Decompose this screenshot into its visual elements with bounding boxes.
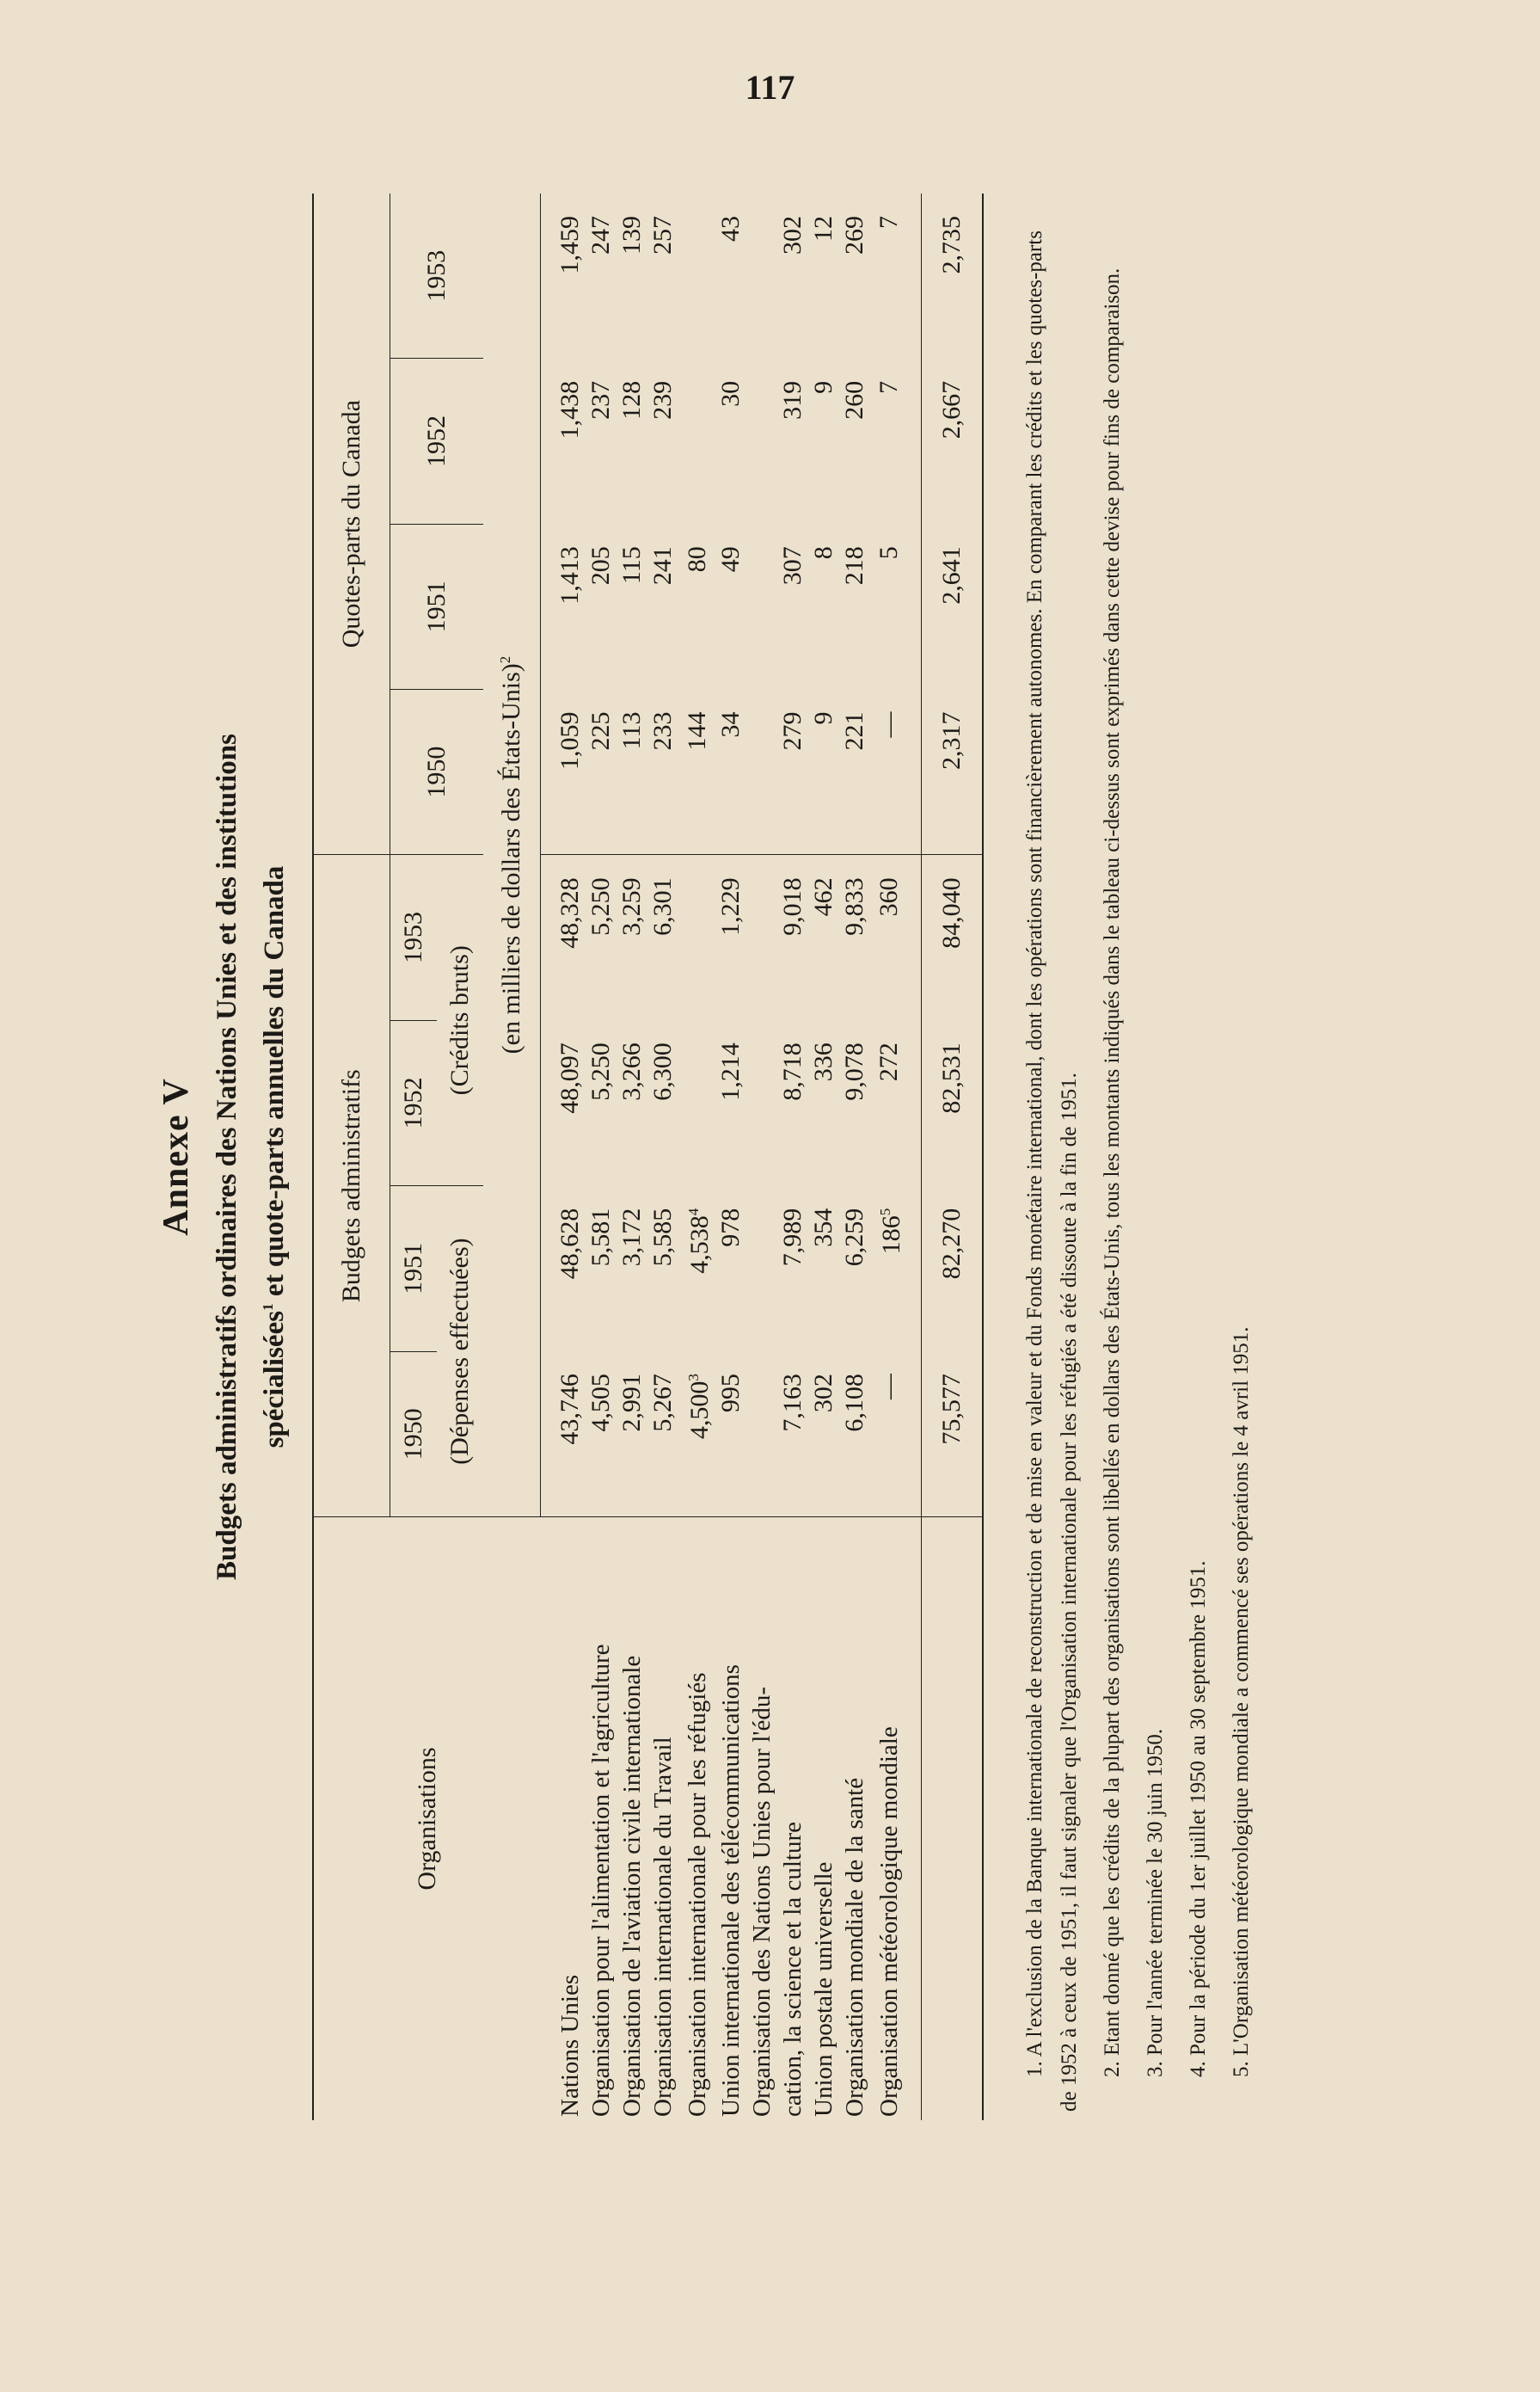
cell-q1953 [715,194,746,359]
table-row [870,194,922,2120]
cell-value: 237 [586,380,615,420]
cell-value: 279 [778,711,807,751]
cell-b1952 [647,1020,678,1185]
cell-b1950 [808,1351,839,1516]
period-depenses: (Dépenses effectuées) [437,1186,483,1517]
organisation-name: Organisation internationale pour les réfugiés [678,1517,715,2120]
page-number: 117 [745,68,795,107]
cell-b1951 [617,1186,647,1351]
cell-value: 144 [682,711,711,751]
footnote-ref: 3 [685,1374,702,1381]
cell-b1951 [678,1186,715,1351]
cell-q1953 [808,194,839,359]
cell-value: 5,250 [586,877,615,936]
cell-value: 239 [648,380,677,420]
cell-value: 48,628 [555,1208,584,1280]
cell-value: 4,505 [586,1374,615,1432]
cell-b1952 [678,1020,715,1185]
cell-value: 6,301 [648,877,677,936]
cell-q1951 [777,524,808,689]
footnote-2: 2. Etant donné que les crédits de la plupart des organisations sont libellés en dollars des États-Unis, tous les montants indiqués dans le tableau ci-dessus sont exprimés dans cette devise pour fins de comparaison. [1101,267,1124,2077]
cell-q1950 [777,690,808,855]
cell-b1953 [541,855,586,1020]
cell-q1952 [839,359,870,524]
cell-q1950 [678,690,715,855]
cell-value: 48,328 [555,877,584,949]
organisation-name: Union postale universelle [808,1517,839,2120]
table-row [715,194,746,2120]
cell-b1953 [870,855,922,1020]
cell-b1951 [777,1186,808,1351]
table-title-line-1: Budgets administratifs ordinaires des Nations Unies et des institutions [212,734,242,1580]
table-row [541,194,586,2120]
footnote-ref: 4 [685,1208,702,1216]
column-group-budgets: Budgets administratifs [314,855,390,1517]
table-row [808,194,839,2120]
footnotes [1018,194,1259,2120]
total-q1951: 2,641 [922,524,983,689]
cell-b1952 [715,1020,746,1185]
column-header-organisations: Organisations [314,1517,541,2120]
cell-value: 1,459 [555,216,584,274]
column-group-quotes: Quotes-parts du Canada [314,194,390,855]
table-body [541,194,983,2120]
cell-b1950 [870,1351,922,1516]
cell-b1951 [746,1186,777,1351]
total-q1952: 2,667 [922,359,983,524]
cell-value: 336 [809,1042,837,1082]
cell-q1953 [870,194,922,359]
footnote-3: 3. Pour l'année terminée le 30 juin 1950. [1144,1728,1167,2077]
cell-value: 269 [840,216,868,255]
cell-b1952 [586,1020,617,1185]
period-credits: (Crédits bruts) [437,855,483,1186]
cell-b1953 [808,855,839,1020]
cell-value: 139 [617,216,646,255]
cell-value: 995 [716,1374,745,1413]
organisation-name: Organisation internationale du Travail [647,1517,678,2120]
cell-b1950 [541,1351,586,1516]
cell-b1951 [715,1186,746,1351]
cell-value: 8 [809,546,837,560]
cell-q1951 [839,524,870,689]
cell-b1952 [617,1020,647,1185]
cell-q1952 [678,359,715,524]
cell-value: 233 [648,711,677,751]
cell-value: 9,078 [840,1042,868,1101]
cell-q1950 [617,690,647,855]
cell-q1953 [617,194,647,359]
budget-table [312,194,984,2120]
cell-q1952 [808,359,839,524]
cell-value: 978 [716,1208,745,1247]
cell-value: 6,300 [648,1042,677,1101]
cell-b1950 [839,1351,870,1516]
cell-value: 5,267 [648,1374,677,1432]
cell-q1950 [586,690,617,855]
organisation-name: Organisation de l'aviation civile internationale [617,1517,647,2120]
total-b1951: 82,270 [922,1186,983,1351]
cell-value: 9,018 [778,877,807,936]
cell-b1950 [586,1351,617,1516]
cell-value: 34 [716,711,745,738]
table-title-rest: et quote-parts annuelles du Canada [259,865,290,1304]
footnote-ref-1: 1 [260,1303,276,1311]
cell-value: 7 [874,380,903,394]
cell-value: 1,229 [716,877,745,936]
cell-value: 115 [617,546,646,585]
cell-b1950 [678,1351,715,1516]
cell-q1952 [746,359,777,524]
cell-value: 307 [778,546,807,586]
cell-value: 113 [617,711,646,750]
unit-caption-text: (en milliers de dollars des États-Unis) [497,663,525,1055]
cell-value: 6,108 [840,1374,868,1432]
cell-q1953 [586,194,617,359]
cell-b1952 [839,1020,870,1185]
table-row [647,194,678,2120]
cell-b1953 [746,855,777,1020]
cell-q1951 [541,524,586,689]
total-q1953: 2,735 [922,194,983,359]
cell-value: 302 [809,1374,837,1413]
cell-value: 128 [617,380,646,420]
cell-value: 8,718 [778,1042,807,1101]
cell-value: 12 [809,216,837,242]
cell-b1951 [808,1186,839,1351]
cell-q1952 [715,359,746,524]
cell-value: 218 [840,546,868,586]
total-row [922,194,983,2120]
cell-value: 225 [586,711,615,751]
cell-q1953 [746,194,777,359]
organisation-name: Organisation mondiale de la santé [839,1517,870,2120]
cell-value: 221 [840,711,868,751]
cell-b1951 [586,1186,617,1351]
cell-q1952 [541,359,586,524]
footnote-5: 5. L'Organisation météorologique mondiale a commencé ses opérations le 4 avril 1951. [1230,1326,1253,2077]
cell-b1950 [715,1351,746,1516]
cell-q1952 [647,359,678,524]
cell-q1952 [777,359,808,524]
footnote-1: 1. A l'exclusion de la Banque internationale de reconstruction et de mise en valeur et du Fonds monétaire international, dont les opérations sont financièrement autonomes. En comparant les crédits et les quotes-parts de 1952 à ceux de 1951, il faut signaler que l'Organisation internationale pour les réfugiés a été dissoute à la fin de 1951. [1023,231,1081,2112]
cell-q1952 [586,359,617,524]
organisation-name: Union internationale des télécommunications [715,1517,746,2120]
cell-value: — [874,1374,903,1400]
cell-q1953 [541,194,586,359]
cell-q1950 [715,690,746,855]
cell-value: 1,438 [555,380,584,440]
cell-value: 43,746 [555,1374,584,1445]
cell-value: 4,500 [685,1380,714,1440]
cell-q1951 [647,524,678,689]
cell-value: 5,250 [586,1042,615,1101]
cell-value: 49 [716,546,745,573]
cell-value: 7,989 [778,1208,807,1267]
cell-value: 257 [648,216,677,255]
year-header-b1950: 1950 [390,1351,438,1516]
cell-b1953 [647,855,678,1020]
cell-value: 3,266 [617,1042,646,1101]
organisation-name: Organisation météorologique mondiale [870,1517,922,2120]
year-header-q1952: 1952 [390,359,484,524]
cell-value: 48,097 [555,1042,584,1114]
cell-value: 30 [716,380,745,407]
rotated-annex-content [146,194,1367,2120]
cell-value: 302 [778,216,807,255]
cell-value: 5,581 [586,1208,615,1267]
cell-value: 1,059 [555,711,584,770]
year-header-b1952: 1952 [390,1020,438,1185]
cell-value: 462 [809,877,837,917]
cell-value: 5 [874,546,903,560]
cell-value: 360 [874,877,903,917]
cell-b1953 [617,855,647,1020]
cell-value: 241 [648,546,677,586]
cell-q1951 [746,524,777,689]
cell-value: 1,214 [716,1042,745,1101]
cell-value: 9,833 [840,877,868,936]
cell-b1950 [777,1351,808,1516]
total-b1953: 84,040 [922,855,983,1020]
cell-q1950 [808,690,839,855]
cell-value: 9 [809,711,837,725]
cell-value: 247 [586,216,615,255]
footnote-4: 4. Pour la période du 1er juillet 1950 au 30 septembre 1951. [1187,1560,1210,2077]
footnote-ref: 5 [877,1208,893,1216]
organisation-name: Nations Unies [541,1517,586,2120]
cell-value: 186 [877,1215,905,1255]
cell-value: 3,259 [617,877,646,936]
table-row [586,194,617,2120]
cell-q1950 [839,690,870,855]
cell-b1951 [647,1186,678,1351]
cell-b1952 [541,1020,586,1185]
cell-b1952 [870,1020,922,1185]
year-header-q1951: 1951 [390,524,484,689]
total-label-cell [922,1517,983,2120]
cell-b1953 [678,855,715,1020]
cell-value: 9 [809,380,837,394]
cell-value: 7,163 [778,1374,807,1432]
total-q1950: 2,317 [922,690,983,855]
cell-b1953 [839,855,870,1020]
table-row [746,194,777,2120]
cell-value: 205 [586,546,615,586]
cell-q1951 [808,524,839,689]
cell-value: — [874,711,903,738]
cell-b1953 [586,855,617,1020]
cell-b1950 [647,1351,678,1516]
cell-value: 43 [716,216,745,242]
cell-b1951 [870,1186,922,1351]
total-b1950: 75,577 [922,1351,983,1516]
cell-q1950 [647,690,678,855]
cell-q1951 [617,524,647,689]
cell-b1953 [715,855,746,1020]
cell-q1953 [647,194,678,359]
cell-q1952 [617,359,647,524]
cell-q1953 [678,194,715,359]
table-title-line-2 [248,194,295,2120]
table-row [617,194,647,2120]
total-b1952: 82,531 [922,1020,983,1185]
cell-b1951 [839,1186,870,1351]
year-header-b1951: 1951 [390,1186,438,1351]
cell-q1953 [839,194,870,359]
table-row [678,194,715,2120]
cell-value: 354 [809,1208,837,1247]
table-row [777,194,808,2120]
cell-q1951 [715,524,746,689]
cell-value: 319 [778,380,807,420]
unit-caption [483,194,541,1517]
footnote-ref-2: 2 [497,655,513,664]
cell-q1951 [586,524,617,689]
annex-title: Annexe V [156,1078,196,1236]
organisation-name: Organisation des Nations Unies pour l'édu- [746,1517,777,2120]
year-header-q1950: 1950 [390,690,484,855]
cell-q1950 [746,690,777,855]
table-title-specialisees: spécialisées [259,1310,290,1448]
cell-b1950 [746,1351,777,1516]
cell-value: 260 [840,380,868,420]
cell-value: 4,538 [685,1215,714,1274]
organisation-name: Organisation pour l'alimentation et l'agriculture [586,1517,617,2120]
cell-value: 7 [874,216,903,229]
table-row [839,194,870,2120]
year-header-q1953: 1953 [422,249,451,302]
cell-b1952 [777,1020,808,1185]
cell-value: 3,172 [617,1208,646,1267]
cell-q1950 [870,690,922,855]
cell-q1951 [678,524,715,689]
cell-value: 272 [874,1042,903,1082]
cell-value: 1,413 [555,546,584,605]
cell-b1951 [541,1186,586,1351]
organisation-name: cation, la science et la culture [777,1517,808,2120]
cell-q1952 [870,359,922,524]
cell-b1952 [746,1020,777,1185]
cell-b1950 [617,1351,647,1516]
cell-b1953 [777,855,808,1020]
cell-q1951 [870,524,922,689]
cell-value: 80 [682,546,711,573]
cell-value: 5,585 [648,1208,677,1267]
year-header-b1953: 1953 [390,855,438,1020]
cell-q1953 [777,194,808,359]
cell-b1952 [808,1020,839,1185]
cell-q1950 [541,690,586,855]
table-title [206,194,295,2120]
cell-value: 6,259 [840,1208,868,1267]
cell-value: 2,991 [617,1374,646,1432]
